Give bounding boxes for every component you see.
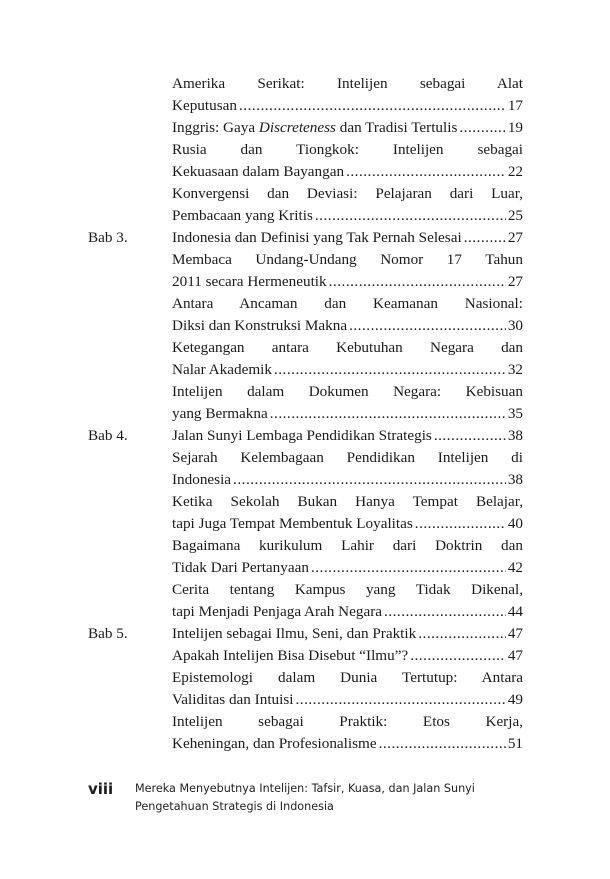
toc-page-number: 35 <box>507 405 523 422</box>
toc-entry-title: 2011 secara Hermeneutik <box>172 273 327 290</box>
toc-entry-title: Validitas dan Intuisi <box>172 691 294 708</box>
dot-leader <box>315 205 506 227</box>
toc-page-number: 30 <box>507 317 523 334</box>
toc-page-number: 40 <box>507 515 523 532</box>
toc-page-number: 51 <box>507 735 523 752</box>
dot-leader <box>384 601 506 623</box>
chapter-label: Bab 5. <box>88 625 128 642</box>
toc-entry-title-line: Cerita tentang Kampus yang Tidak Dikenal, <box>172 581 523 598</box>
toc-entry-last-line <box>172 733 523 755</box>
toc-entry-last-line <box>172 359 523 381</box>
toc-entry-title-line: Bagaimana kurikulum Lahir dari Doktrin dan <box>172 537 523 554</box>
toc-entry-title: Nalar Akademik <box>172 361 272 378</box>
toc-entry-last-line <box>172 469 523 491</box>
toc-entry <box>172 139 523 183</box>
dot-leader <box>270 403 506 425</box>
dot-leader <box>274 359 506 381</box>
toc-entry <box>172 579 523 623</box>
toc-entry-title: Intelijen sebagai Ilmu, Seni, dan Praktik <box>172 625 417 642</box>
page-number: viii <box>88 780 114 798</box>
toc-entry-title-line: Antara Ancaman dan Keamanan Nasional: <box>172 295 523 312</box>
dot-leader <box>239 95 506 117</box>
toc-entry-last-line <box>172 205 523 227</box>
title-text: dan Tradisi Tertulis <box>335 119 458 136</box>
title-emphasis: Discreteness <box>258 119 336 136</box>
toc-entry-title: Keheningan, dan Profesionalisme <box>172 735 377 752</box>
dot-leader <box>346 161 506 183</box>
dot-leader <box>464 227 506 249</box>
toc-entry-title-line: Epistemologi dalam Dunia Tertutup: Antara <box>172 669 523 686</box>
toc-entry-title-line: Ketegangan antara Kebutuhan Negara dan <box>172 339 523 356</box>
dot-leader <box>233 469 506 491</box>
toc-entry <box>172 117 523 139</box>
toc-entry <box>172 73 523 117</box>
toc-entry-title-line: Amerika Serikat: Intelijen sebagai Alat <box>172 75 523 92</box>
toc-page-number: 27 <box>507 229 523 246</box>
toc-entry <box>172 447 523 491</box>
toc-page-number: 42 <box>507 559 523 576</box>
dot-leader <box>349 315 506 337</box>
toc-entry-title: Indonesia <box>172 471 232 488</box>
toc-entry <box>172 227 523 249</box>
dot-leader <box>434 425 506 447</box>
toc-entry <box>172 337 523 381</box>
toc-entry <box>172 535 523 579</box>
toc-page-number: 27 <box>507 273 523 290</box>
toc-page-number: 22 <box>507 163 523 180</box>
toc-entry-last-line <box>172 95 523 117</box>
toc-entry-title: Tidak Dari Pertanyaan <box>172 559 309 576</box>
dot-leader <box>311 557 506 579</box>
toc-page-number: 44 <box>507 603 523 620</box>
toc-page-number: 47 <box>507 647 523 664</box>
toc-entry-title: Apakah Intelijen Bisa Disebut “Ilmu”? <box>172 647 409 664</box>
toc-page-number: 38 <box>507 427 523 444</box>
dot-leader <box>415 513 506 535</box>
toc-entry-last-line <box>172 623 523 645</box>
toc-entry-title-line: Konvergensi dan Deviasi: Pelajaran dari Luar, <box>172 185 523 202</box>
toc-entry <box>172 249 523 293</box>
dot-leader <box>410 645 506 667</box>
toc-page-number: 19 <box>507 119 523 136</box>
toc-page-number: 25 <box>507 207 523 224</box>
toc-entry-title: Keputusan <box>172 97 237 114</box>
dot-leader <box>459 117 505 139</box>
toc-entry <box>172 623 523 645</box>
toc-entry-last-line <box>172 645 523 667</box>
book-title-line-2: Pengetahuan Strategis di Indonesia <box>135 800 334 813</box>
toc-entry-last-line <box>172 557 523 579</box>
toc-entry-title-line: Intelijen sebagai Praktik: Etos Kerja, <box>172 713 523 730</box>
dot-leader <box>329 271 506 293</box>
toc-page-number: 17 <box>507 97 523 114</box>
running-book-title <box>135 780 475 816</box>
toc-entry-last-line <box>172 271 523 293</box>
toc-entry-last-line <box>172 689 523 711</box>
toc-entry-last-line <box>172 227 523 249</box>
toc-entry-last-line <box>172 161 523 183</box>
toc-entry-last-line <box>172 513 523 535</box>
dot-leader <box>418 623 506 645</box>
toc-entry-title: Diksi dan Konstruksi Makna <box>172 317 348 334</box>
toc-entry-title-line: Rusia dan Tiongkok: Intelijen sebagai <box>172 141 523 158</box>
toc-entry-title: Jalan Sunyi Lembaga Pendidikan Strategis <box>172 427 432 444</box>
toc-page-number: 49 <box>507 691 523 708</box>
toc-entry <box>172 645 523 667</box>
chapter-label: Bab 3. <box>88 229 128 246</box>
toc-entry-last-line <box>172 601 523 623</box>
toc-entry-title-line: Intelijen dalam Dokumen Negara: Kebisuan <box>172 383 523 400</box>
toc-entry-title: Pembacaan yang Kritis <box>172 207 313 224</box>
toc-page-number: 38 <box>507 471 523 488</box>
chapter-label: Bab 4. <box>88 427 128 444</box>
toc-entry-title: tapi Menjadi Penjaga Arah Negara <box>172 603 383 620</box>
toc-entry-title-line: Membaca Undang-Undang Nomor 17 Tahun <box>172 251 523 268</box>
toc-entry-title <box>172 117 457 139</box>
toc-entry-title: Indonesia dan Definisi yang Tak Pernah Selesai <box>172 229 462 246</box>
toc-entry <box>172 425 523 447</box>
toc-entry <box>172 183 523 227</box>
toc-entry <box>172 667 523 711</box>
toc-entry-title: tapi Juga Tempat Membentuk Loyalitas <box>172 515 413 532</box>
toc-entry-title: yang Bermakna <box>172 405 268 422</box>
toc-entry-title-line: Ketika Sekolah Bukan Hanya Tempat Belajar, <box>172 493 523 510</box>
toc-entry <box>172 293 523 337</box>
toc-page-number: 47 <box>507 625 523 642</box>
toc-entry <box>172 381 523 425</box>
toc-entry <box>172 711 523 755</box>
toc-entry-title-line: Sejarah Kelembagaan Pendidikan Intelijen di <box>172 449 523 466</box>
toc-entry-last-line <box>172 117 523 139</box>
dot-leader <box>379 733 506 755</box>
toc-entry-last-line <box>172 315 523 337</box>
toc-entry-last-line <box>172 403 523 425</box>
book-title-line-1: Mereka Menyebutnya Intelijen: Tafsir, Kuasa, dan Jalan Sunyi <box>135 782 475 795</box>
toc-entry-last-line <box>172 425 523 447</box>
toc-entry-title: Kekuasaan dalam Bayangan <box>172 163 345 180</box>
toc-entry <box>172 491 523 535</box>
toc-page-number: 32 <box>507 361 523 378</box>
dot-leader <box>295 689 505 711</box>
title-text: Inggris: Gaya <box>172 119 259 136</box>
